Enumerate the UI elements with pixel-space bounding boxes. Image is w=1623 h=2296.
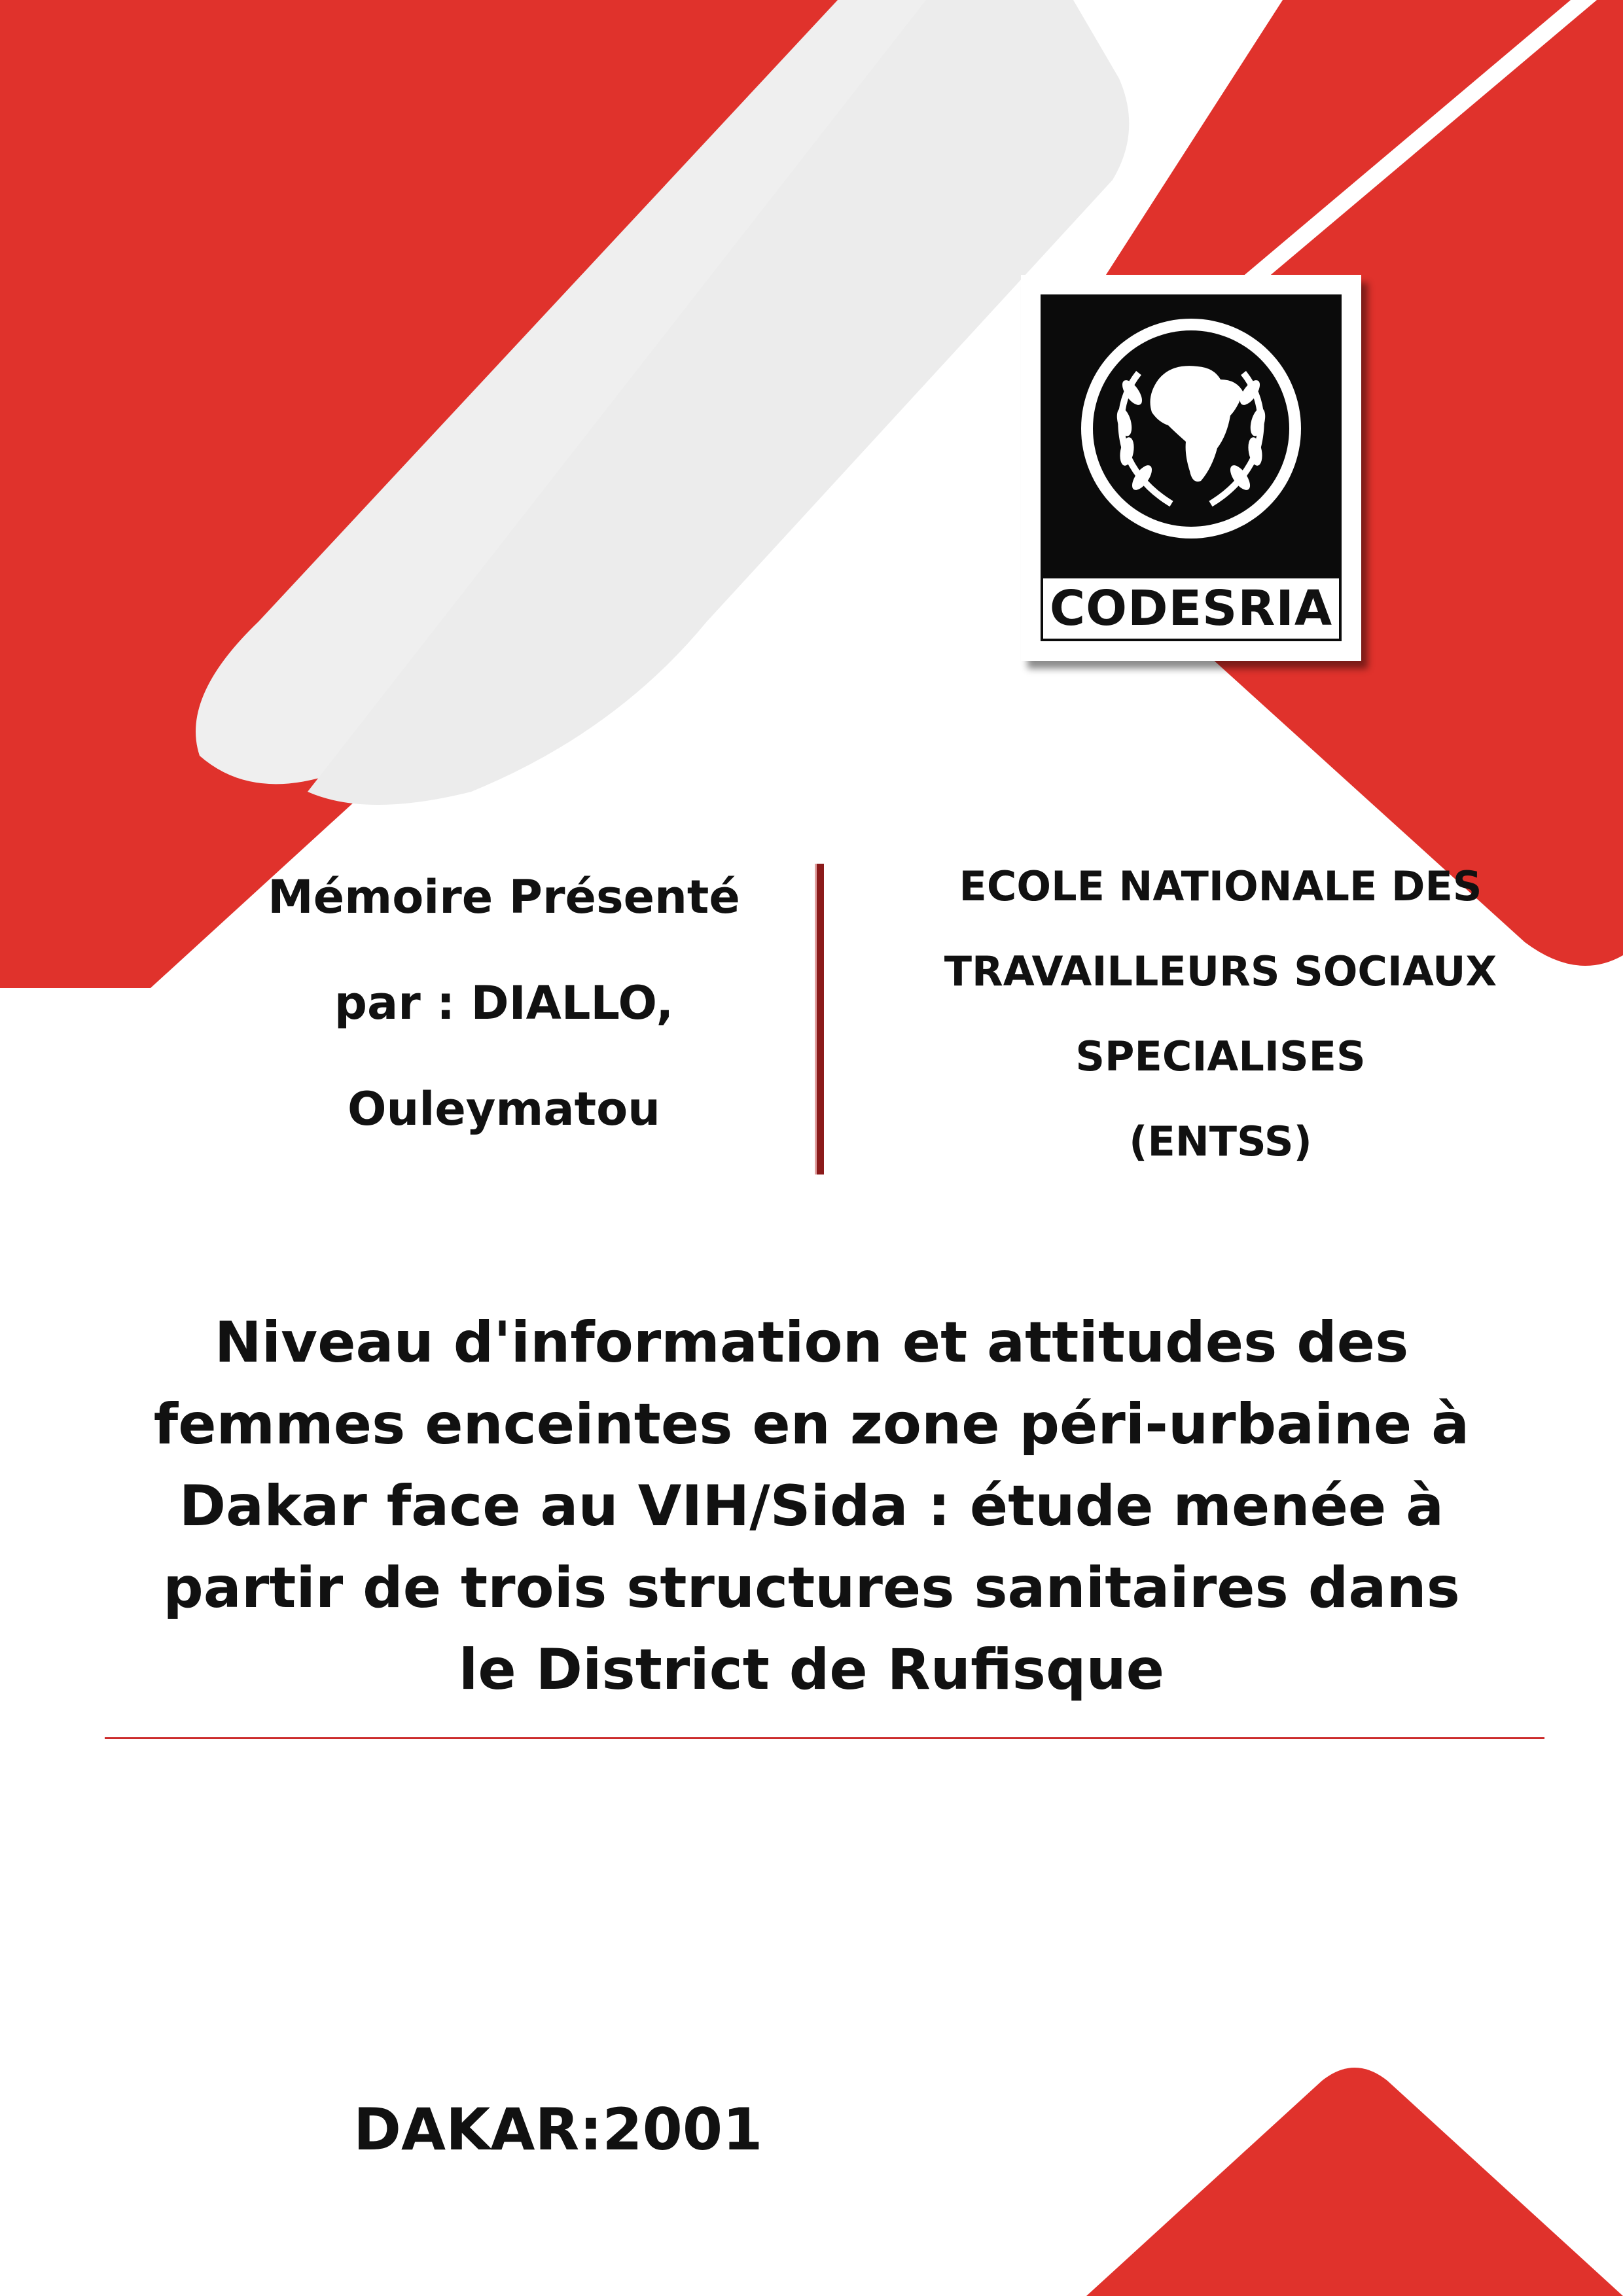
vertical-divider: [815, 864, 824, 1174]
school-line: TRAVAILLEURS SOCIAUX: [944, 947, 1497, 995]
title-line: partir de trois structures sanitaires dans: [163, 1555, 1460, 1621]
presenter-block: [196, 844, 812, 1162]
presenter-line: par : DIALLO,: [334, 976, 674, 1030]
title-underline: [105, 1737, 1544, 1739]
codesria-logo: [1021, 275, 1361, 661]
title-line: Niveau d'information et attitudes des: [214, 1310, 1409, 1375]
africa-laurel-emblem-icon: [1041, 294, 1342, 563]
thesis-title: [39, 1302, 1584, 1711]
school-acronym: (ENTSS): [1129, 1118, 1312, 1165]
presenter-line: Mémoire Présenté: [268, 870, 740, 924]
presenter-name: Ouleymatou: [347, 1082, 660, 1136]
place-date: DAKAR:2001: [353, 2096, 763, 2163]
school-line: ECOLE NATIONALE DES: [959, 862, 1482, 910]
title-line: femmes enceintes en zone péri-urbaine à: [153, 1392, 1470, 1457]
red-bottom-shape: [1086, 2068, 1623, 2296]
title-line: Dakar face au VIH/Sida : étude menée à: [179, 1474, 1444, 1539]
logo-wordmark: CODESRIA: [1041, 576, 1342, 641]
school-block: [870, 844, 1571, 1184]
school-line: SPECIALISES: [1075, 1033, 1366, 1080]
title-line: le District de Rufisque: [458, 1637, 1165, 1703]
